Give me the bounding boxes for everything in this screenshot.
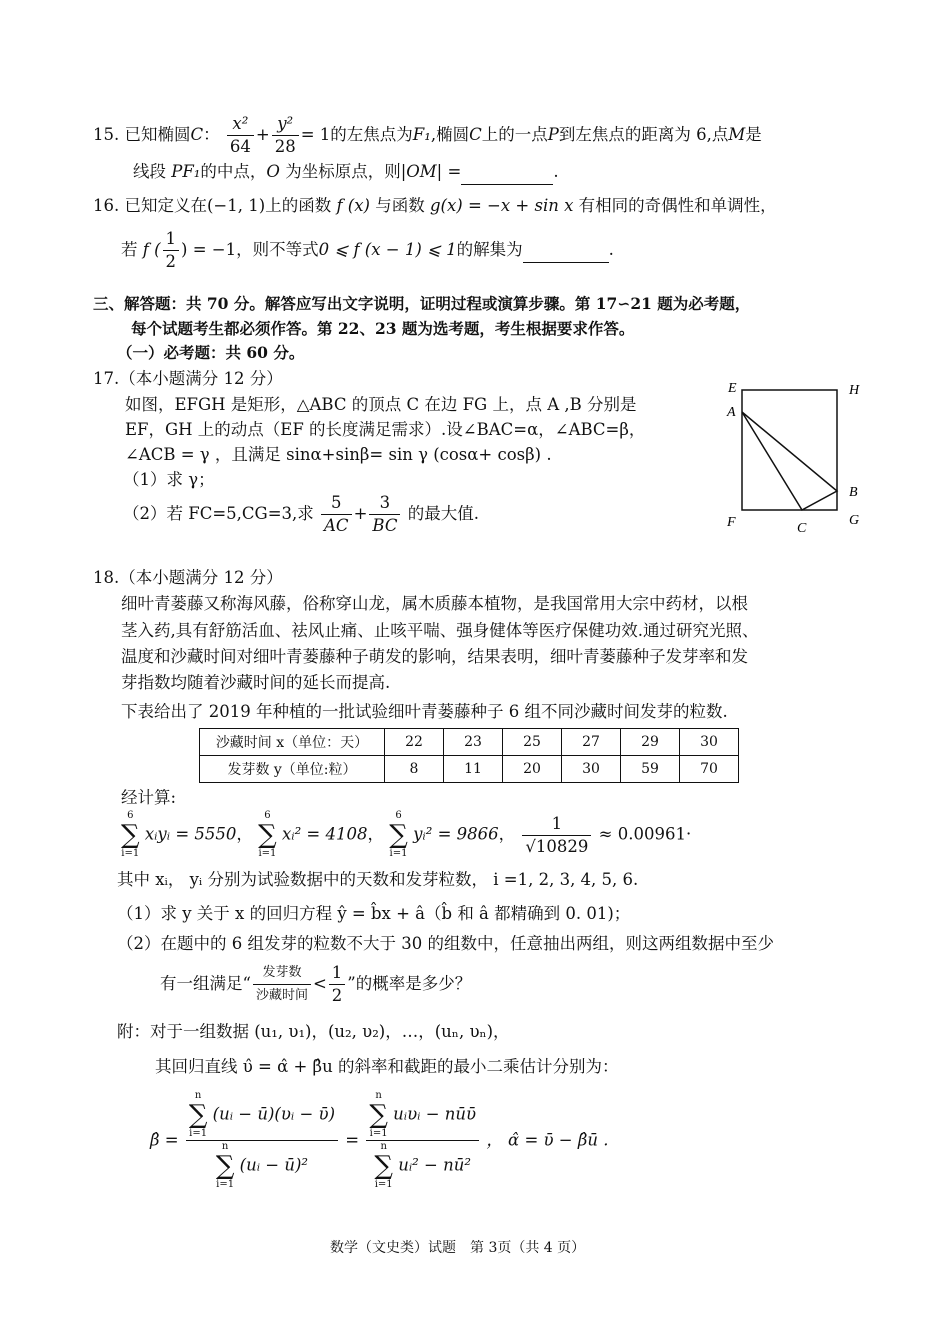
q18-header: 18.（本小题满分 12 分） xyxy=(93,568,283,587)
table-row: 沙藏时间 x（单位：天） 22 23 25 27 29 30 xyxy=(200,729,739,756)
q18-part2: （2）在题中的 6 组发芽的粒数不大于 30 的组数中，任意抽出两组，则这两组数据中至少 xyxy=(117,934,774,953)
q18-para1-line3: 温度和沙藏时间对细叶青蒌藤种子萌发的影响，结果表明，细叶青蒌藤种子发芽率和发 xyxy=(121,647,748,666)
q16-line2: 若 f ( $\frac{1}{2}$ ) = −1，则不等式0 ⩽ f (x − 1) ⩽ 1的解集为 . xyxy=(121,229,614,271)
appendix-line1: 附：对于一组数据 (u₁, υ₁)，(u₂, υ₂)，…，(uₙ, υₙ)， xyxy=(117,1022,510,1041)
label-a: A xyxy=(727,405,736,420)
rectangle-triangle-figure xyxy=(722,374,867,540)
least-squares-formula: β̂ = n ∑ i=1 (uᵢ − ū)(υᵢ − ῡ) n ∑ i=1 (uᵢ − ū)² = n ∑ i=1 uᵢυᵢ − nūῡ n ∑ i=1 uᵢ² − nū² ， α̂ = ῡ − β̂ū . xyxy=(150,1090,609,1190)
rectangle-efgh xyxy=(742,390,837,510)
label-b: B xyxy=(849,485,858,500)
q17-line2: EF，GH 上的动点（EF 的长度满足需求）.设∠BAC=α，∠ABC=β， xyxy=(125,420,646,439)
fraction-y2-28: $\frac{\text{y²}}{28}$ xyxy=(272,113,299,158)
label-g: G xyxy=(849,513,860,528)
row1-label: 沙藏时间 x（单位：天） xyxy=(200,729,385,756)
fraction-one-half: $\frac{1}{2}$ xyxy=(163,228,180,273)
q18-para1-line1: 细叶青蒌藤又称海风藤，俗称穿山龙，属木质藤本植物，是我国常用大宗中药材，以根 xyxy=(121,594,748,613)
q18-para1-line2: 茎入药,具有舒筋活血、祛风止痛、止咳平喘、强身健体等医疗保健功效.通过研究光照、 xyxy=(121,621,759,640)
q18-para2: 下表给出了 2019 年种植的一批试验细叶青蒌藤种子 6 组不同沙藏时间发芽的粒数. xyxy=(121,702,728,721)
label-h: H xyxy=(849,383,860,398)
q18-para1-line4: 芽指数均随着沙藏时间的延长而提高. xyxy=(121,673,391,692)
triangle-abc xyxy=(742,412,837,510)
q17-header: 17.（本小题满分 12 分） xyxy=(93,369,283,388)
q17-line1: 如图，EFGH 是矩形，△ABC 的顶点 C 在边 FG 上，点 A ,B 分别是 xyxy=(125,395,637,414)
section3-line1: 三、解答题：共 70 分。解答应写出文字说明，证明过程或演算步骤。第 17∽21 题为必考题， xyxy=(93,294,751,313)
q18-part2-line2: 有一组满足“ $\frac{\text{发芽数}}{\text{沙藏时间}}$ < $\frac{1}{2}$ ”的概率是多少？ xyxy=(160,963,472,1005)
answer-blank xyxy=(461,160,553,185)
q16-line1: 16. 已知定义在(−1, 1)上的函数 f (x) 与函数 g(x) = −x + sin x 有相同的奇偶性和单调性， xyxy=(93,196,777,215)
answer-blank xyxy=(523,238,609,263)
fraction-x2-64: $\frac{\text{x²}}{64}$ xyxy=(227,113,254,158)
q18-part1: （1）求 y 关于 x 的回归方程 ŷ = b̂x + â（b̂ 和 â 都精确到 0. 01)； xyxy=(117,904,631,923)
germination-table xyxy=(199,728,739,783)
q17-part2: （2）若 FC=5,CG=3,求 $\frac{5}{AC}$ + $\frac{3}{BC}$ 的最大值. xyxy=(123,493,479,535)
section3-line2: 每个试题考生都必须作答。第 22、23 题为选考题，考生根据要求作答。 xyxy=(131,319,635,338)
label-f: F xyxy=(727,515,736,530)
calc-label: 经计算: xyxy=(121,788,177,807)
row2-label: 发芽数 y（单位:粒） xyxy=(200,756,385,783)
where-line: 其中 xᵢ， yᵢ 分别为试验数据中的天数和发芽粒数， i =1, 2, 3, 4, 5, 6. xyxy=(117,870,639,889)
q15-line1: 15. 已知椭圆C： $\frac{\text{x²}}{64}$ + $\frac{\text{y²}}{28}$ = 1的左焦点为F₁,椭圆C上的一点P到左焦点的距离为 6,点M是 xyxy=(93,114,762,156)
appendix-line2: 其回归直线 υ̂ = α̂ + β̂u 的斜率和截距的最小二乘估计分别为： xyxy=(155,1057,619,1076)
label-e: E xyxy=(728,381,737,396)
sums-line: 6 ∑ i=1 xᵢyᵢ = 5550， 6 ∑ i=1 xᵢ² = 4108， 6 ∑ i=1 yᵢ² = 9866， $\frac{1}{√10829}$ ≈ 0.00961· xyxy=(121,810,692,859)
page-footer: 数学（文史类）试题 第 3页（共 4 页） xyxy=(330,1240,586,1256)
table-row: 发芽数 y（单位:粒） 8 11 20 30 59 70 xyxy=(200,756,739,783)
q17-line3: ∠ACB = γ ，且满足 sinα+sinβ= sin γ (cosα+ cosβ) . xyxy=(125,445,552,464)
section3-line3: （一）必考题：共 60 分。 xyxy=(117,343,305,362)
q17-part1: （1）求 γ； xyxy=(123,470,215,489)
q15-line2: 线段 PF₁的中点，O 为坐标原点，则|OM| = . xyxy=(133,160,559,185)
label-c: C xyxy=(797,521,807,536)
